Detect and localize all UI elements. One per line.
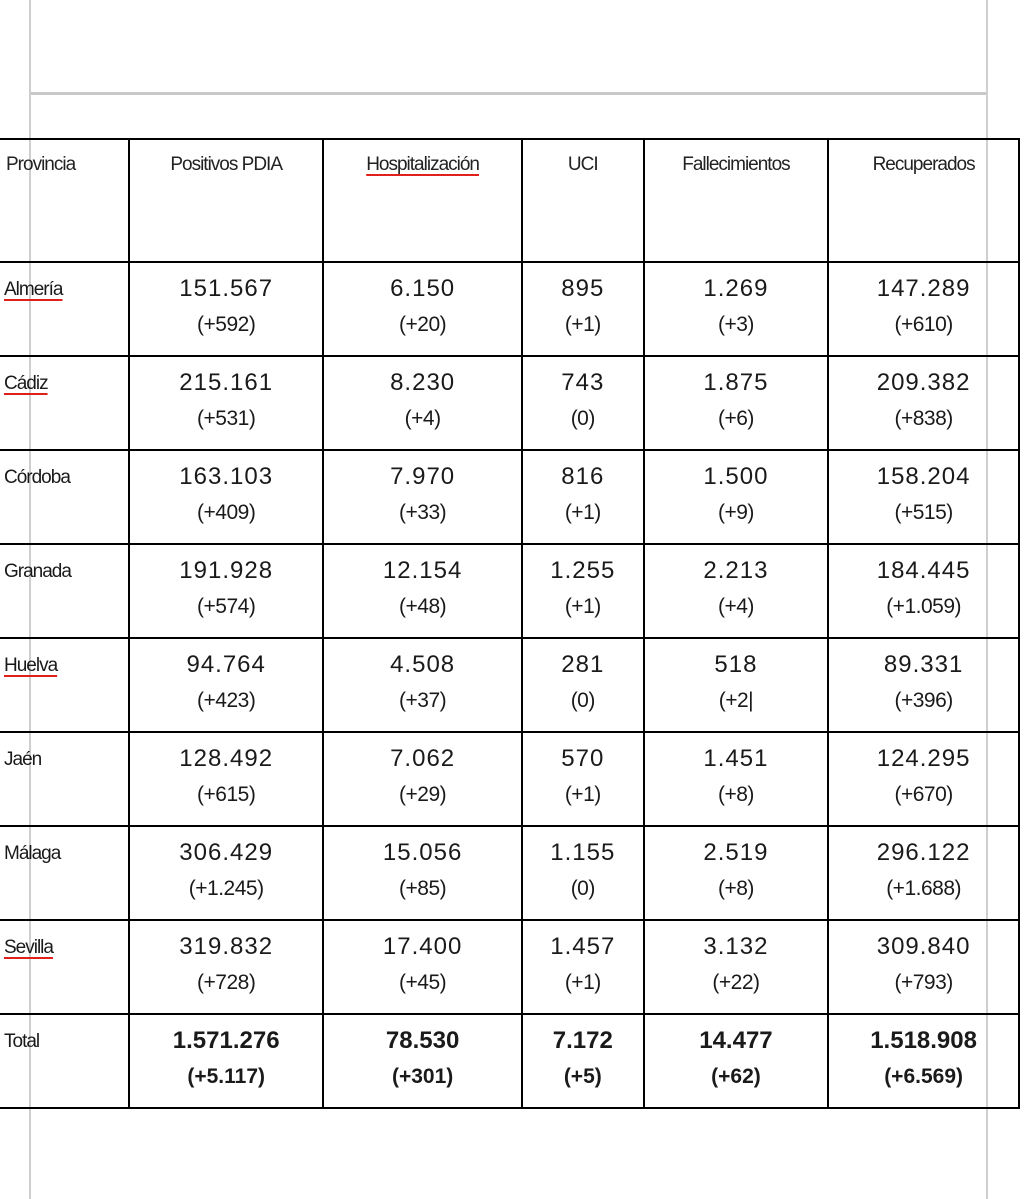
page-margin-guide-top bbox=[31, 92, 986, 95]
cell-recuperados[interactable] bbox=[828, 262, 1019, 356]
header-recuperados[interactable]: Recuperados bbox=[828, 139, 1019, 262]
cell-value: 209.382 bbox=[876, 369, 971, 396]
cell-daily-change: (+6) bbox=[717, 407, 754, 430]
cell-daily-change: (+1) bbox=[564, 313, 601, 336]
cell-daily-change: (+838) bbox=[894, 407, 953, 430]
header-fallecimientos[interactable]: Fallecimientos bbox=[644, 139, 829, 262]
cell-daily-change: (+5) bbox=[563, 1065, 602, 1088]
cell-value: 2.213 bbox=[703, 557, 769, 584]
cell-daily-change: (+8) bbox=[717, 877, 754, 900]
cell-daily-change: (+1) bbox=[564, 595, 601, 618]
cell-daily-change: (+48) bbox=[399, 595, 447, 618]
cell-daily-change: (+515) bbox=[894, 501, 953, 524]
cell-positivos[interactable] bbox=[129, 1014, 323, 1108]
header-uci[interactable]: UCI bbox=[522, 139, 644, 262]
cell-uci[interactable] bbox=[522, 356, 644, 450]
cell-fallecimientos[interactable] bbox=[644, 450, 829, 544]
cell-value: 7.062 bbox=[390, 745, 456, 772]
cell-fallecimientos[interactable] bbox=[644, 544, 829, 638]
cell-positivos[interactable] bbox=[129, 638, 323, 732]
cell-daily-change: (+615) bbox=[197, 783, 256, 806]
cell-daily-change: (+22) bbox=[712, 971, 760, 994]
cell-daily-change: (+33) bbox=[399, 501, 447, 524]
cell-value: 89.331 bbox=[883, 651, 964, 678]
cell-value: 151.567 bbox=[179, 275, 274, 302]
cell-provincia[interactable] bbox=[0, 1014, 129, 1108]
cell-value: 816 bbox=[561, 463, 605, 490]
provincia-name: Granada bbox=[4, 561, 71, 582]
cell-value: 3.132 bbox=[703, 933, 769, 960]
spellcheck-word: Hospitalización bbox=[366, 154, 479, 175]
cell-value: 17.400 bbox=[382, 933, 463, 960]
cell-value: 8.230 bbox=[390, 369, 456, 396]
provincia-name: Sevilla bbox=[4, 937, 53, 958]
cell-daily-change: (+45) bbox=[399, 971, 447, 994]
cell-uci[interactable] bbox=[522, 638, 644, 732]
cell-daily-change: (+1) bbox=[564, 971, 601, 994]
cell-value: 281 bbox=[561, 651, 605, 678]
cell-uci[interactable] bbox=[522, 544, 644, 638]
cell-provincia[interactable] bbox=[0, 450, 129, 544]
cell-daily-change: (0) bbox=[570, 407, 595, 430]
cell-uci[interactable] bbox=[522, 1014, 644, 1108]
cell-daily-change: (+1.245) bbox=[188, 877, 264, 900]
cell-value: 215.161 bbox=[179, 369, 274, 396]
cell-fallecimientos[interactable] bbox=[644, 356, 829, 450]
cell-value: 1.451 bbox=[703, 745, 769, 772]
cell-uci[interactable] bbox=[522, 262, 644, 356]
cell-daily-change: (+29) bbox=[399, 783, 447, 806]
table-row bbox=[0, 732, 1019, 826]
cell-daily-change: (+62) bbox=[711, 1065, 761, 1088]
cell-value: 6.150 bbox=[390, 275, 456, 302]
cell-daily-change: (+531) bbox=[197, 407, 256, 430]
cell-hospitalizacion[interactable] bbox=[323, 638, 522, 732]
cell-recuperados[interactable] bbox=[828, 826, 1019, 920]
cell-value: 743 bbox=[561, 369, 605, 396]
table-row bbox=[0, 450, 1019, 544]
cell-recuperados[interactable] bbox=[828, 1014, 1019, 1108]
cell-daily-change: (+4) bbox=[717, 595, 754, 618]
provincia-name: Málaga bbox=[4, 843, 61, 864]
cell-fallecimientos[interactable] bbox=[644, 826, 829, 920]
table-row bbox=[0, 544, 1019, 638]
cell-daily-change: (+20) bbox=[399, 313, 447, 336]
cell-value: 12.154 bbox=[382, 557, 463, 584]
cell-positivos[interactable] bbox=[129, 262, 323, 356]
provincia-name: Cádiz bbox=[4, 373, 48, 394]
cell-hospitalizacion[interactable] bbox=[323, 920, 522, 1014]
cell-daily-change: (+5.117) bbox=[187, 1065, 265, 1088]
cell-value: 570 bbox=[561, 745, 605, 772]
cell-value: 518 bbox=[714, 651, 758, 678]
cell-value: 78.530 bbox=[385, 1027, 460, 1054]
cell-value: 2.519 bbox=[703, 839, 769, 866]
cell-value: 7.172 bbox=[552, 1027, 613, 1054]
cell-uci[interactable] bbox=[522, 732, 644, 826]
cell-daily-change: (+396) bbox=[894, 689, 953, 712]
cell-fallecimientos[interactable] bbox=[644, 1014, 829, 1108]
table-total-row bbox=[0, 1014, 1019, 1108]
header-hospitalizacion[interactable] bbox=[323, 139, 522, 262]
cell-daily-change: (+409) bbox=[197, 501, 256, 524]
table-header-row bbox=[0, 139, 1019, 262]
cell-hospitalizacion[interactable] bbox=[323, 262, 522, 356]
cell-daily-change: (+301) bbox=[391, 1065, 454, 1088]
cell-value: 184.445 bbox=[876, 557, 971, 584]
cell-daily-change: (+85) bbox=[399, 877, 447, 900]
cell-value: 1.457 bbox=[550, 933, 616, 960]
cell-recuperados[interactable] bbox=[828, 638, 1019, 732]
table-row bbox=[0, 920, 1019, 1014]
cell-hospitalizacion[interactable] bbox=[323, 732, 522, 826]
cell-uci[interactable] bbox=[522, 450, 644, 544]
cell-fallecimientos[interactable] bbox=[644, 920, 829, 1014]
provincia-name: Almería bbox=[4, 279, 63, 300]
cell-provincia[interactable] bbox=[0, 262, 129, 356]
cell-provincia[interactable] bbox=[0, 544, 129, 638]
cell-value: 163.103 bbox=[179, 463, 274, 490]
cell-daily-change: (+1) bbox=[564, 783, 601, 806]
cell-hospitalizacion[interactable] bbox=[323, 356, 522, 450]
cell-hospitalizacion[interactable] bbox=[323, 1014, 522, 1108]
cell-recuperados[interactable] bbox=[828, 920, 1019, 1014]
cell-value: 1.155 bbox=[550, 839, 616, 866]
cell-daily-change: (+1) bbox=[564, 501, 601, 524]
cell-value: 1.518.908 bbox=[870, 1027, 977, 1054]
cell-value: 158.204 bbox=[876, 463, 971, 490]
cell-daily-change: (0) bbox=[570, 877, 595, 900]
cell-daily-change: (+574) bbox=[197, 595, 256, 618]
cell-value: 296.122 bbox=[876, 839, 971, 866]
cell-positivos[interactable] bbox=[129, 920, 323, 1014]
cell-uci[interactable] bbox=[522, 920, 644, 1014]
cell-provincia[interactable] bbox=[0, 356, 129, 450]
cell-uci[interactable] bbox=[522, 826, 644, 920]
provincia-name: Córdoba bbox=[4, 467, 70, 488]
cell-daily-change: (+793) bbox=[894, 971, 953, 994]
cell-provincia[interactable] bbox=[0, 638, 129, 732]
cell-positivos[interactable] bbox=[129, 544, 323, 638]
cell-recuperados[interactable] bbox=[828, 732, 1019, 826]
provincia-name: Total bbox=[4, 1031, 40, 1052]
cell-value: 147.289 bbox=[876, 275, 971, 302]
cell-value: 1.571.276 bbox=[172, 1027, 280, 1054]
cell-daily-change: (+37) bbox=[399, 689, 447, 712]
cell-value: 309.840 bbox=[876, 933, 971, 960]
cell-fallecimientos[interactable] bbox=[644, 262, 829, 356]
cell-value: 1.500 bbox=[703, 463, 769, 490]
cell-recuperados[interactable] bbox=[828, 356, 1019, 450]
cell-recuperados[interactable] bbox=[828, 450, 1019, 544]
header-provincia[interactable]: Provincia bbox=[0, 139, 129, 262]
cell-positivos[interactable] bbox=[129, 826, 323, 920]
header-positivos-pdia[interactable]: Positivos PDIA bbox=[129, 139, 323, 262]
cell-value: 128.492 bbox=[179, 745, 274, 772]
cell-value: 124.295 bbox=[876, 745, 971, 772]
cell-hospitalizacion[interactable] bbox=[323, 450, 522, 544]
cell-daily-change: (+670) bbox=[894, 783, 953, 806]
cell-daily-change: (0) bbox=[570, 689, 595, 712]
cell-value: 1.269 bbox=[703, 275, 769, 302]
cell-value: 895 bbox=[561, 275, 605, 302]
cell-fallecimientos[interactable] bbox=[644, 732, 829, 826]
table-row bbox=[0, 356, 1019, 450]
cell-hospitalizacion[interactable] bbox=[323, 544, 522, 638]
cell-value: 14.477 bbox=[699, 1027, 773, 1054]
cell-hospitalizacion[interactable] bbox=[323, 826, 522, 920]
cell-value: 7.970 bbox=[390, 463, 456, 490]
cell-daily-change: (+4) bbox=[404, 407, 441, 430]
cell-daily-change: (+610) bbox=[894, 313, 953, 336]
cell-daily-change: (+592) bbox=[197, 313, 256, 336]
cell-value: 15.056 bbox=[382, 839, 463, 866]
cell-daily-change: (+9) bbox=[717, 501, 754, 524]
cell-daily-change: (+6.569) bbox=[884, 1065, 963, 1088]
cell-recuperados[interactable] bbox=[828, 544, 1019, 638]
cell-value: 1.875 bbox=[703, 369, 769, 396]
cell-value: 306.429 bbox=[179, 839, 274, 866]
cell-daily-change: (+1.059) bbox=[886, 595, 961, 618]
provincia-name: Huelva bbox=[4, 655, 58, 676]
cell-fallecimientos[interactable] bbox=[644, 638, 829, 732]
table-row bbox=[0, 638, 1019, 732]
cell-value: 1.255 bbox=[550, 557, 616, 584]
cell-daily-change: (+3) bbox=[717, 313, 754, 336]
cell-value: 319.832 bbox=[179, 933, 274, 960]
cell-provincia[interactable] bbox=[0, 732, 129, 826]
table-row bbox=[0, 262, 1019, 356]
cell-daily-change: (+728) bbox=[197, 971, 256, 994]
cell-daily-change: (+423) bbox=[197, 689, 256, 712]
cell-positivos[interactable] bbox=[129, 450, 323, 544]
cell-daily-change: (+8) bbox=[717, 783, 754, 806]
table-row bbox=[0, 826, 1019, 920]
cell-provincia[interactable] bbox=[0, 826, 129, 920]
cell-daily-change: (+2| bbox=[718, 689, 754, 712]
cell-value: 94.764 bbox=[186, 651, 266, 678]
provincia-name: Jaén bbox=[4, 749, 42, 770]
cell-value: 4.508 bbox=[390, 651, 456, 678]
cell-provincia[interactable] bbox=[0, 920, 129, 1014]
cell-positivos[interactable] bbox=[129, 356, 323, 450]
cell-daily-change: (+1.688) bbox=[886, 877, 961, 900]
covid-province-table[interactable] bbox=[0, 138, 1020, 1109]
cell-positivos[interactable] bbox=[129, 732, 323, 826]
cell-value: 191.928 bbox=[179, 557, 274, 584]
